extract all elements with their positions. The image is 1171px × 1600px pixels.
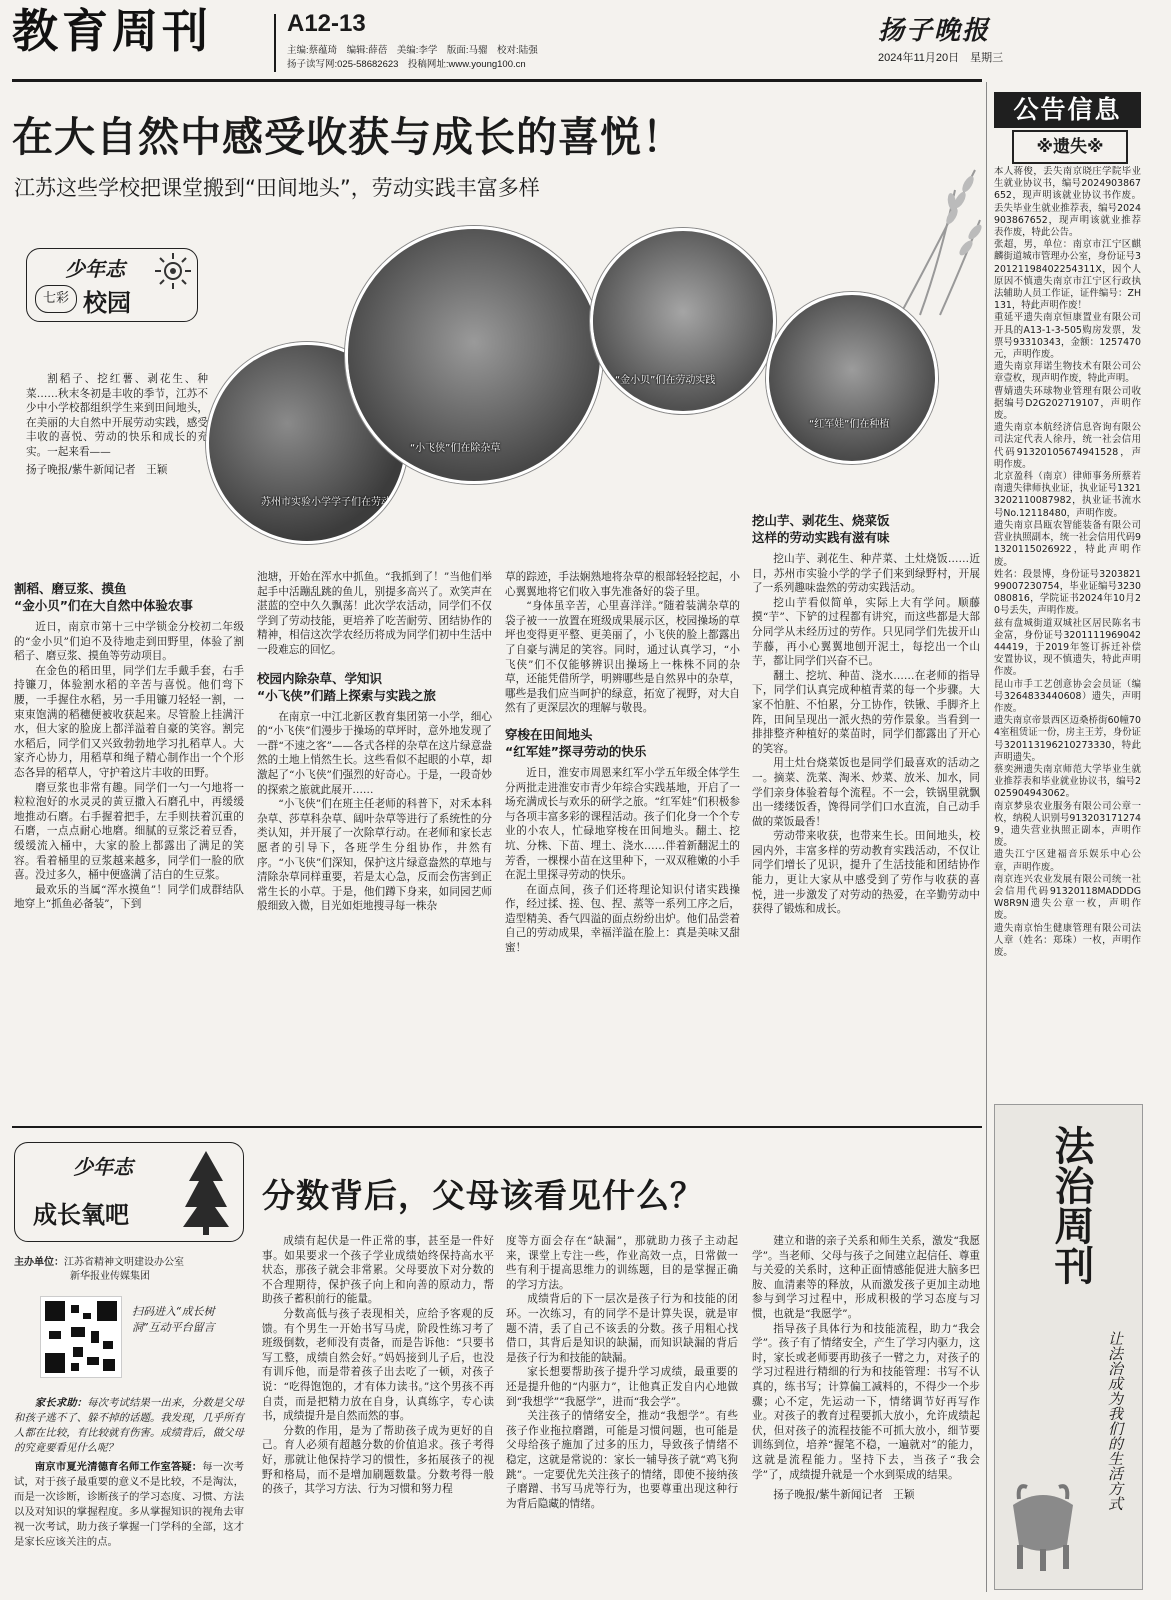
masthead-divider [274,14,276,72]
paragraph: 指导孩子具体行为和技能流程，助力“我会学”。孩子有了情绪安全，产生了学习内驱力，这时，家长或老师要再助孩子一臂之力，对孩子的学习过程进行精细的行为和技能管理：书写不认真的，练书写；计算偏工减料的，不得少一个步骤；心不定，先运动一下，情绪调节好再写作业。对孩子的教育过程要抓大放小，允许成绩起伏，但对孩子的流程技能不可抓大放小，细节要训练到位，培养“握笔不稳，一遍就对”的能力，这就是流程能力。坚持下去，当孩子“我会学”了，成绩提升就是一个水到渠成的结果。 [752,1322,980,1481]
article1-col3-body [505,766,740,956]
article2-col3 [506,1234,738,1511]
right-column-divider [986,82,987,1592]
paragraph: 劳动带来收获，也带来生长。田间地头，校园内外，丰富多样的劳动教育实践活动，不仅让同学们增长了见识，提升了生活技能和团结协作能力，更让大家从中感受到了劳作与收获的喜悦，进一步激发了对劳动的热爱，在辛勤劳动中获得了锻炼和成长。 [752,830,980,916]
notice-item: 遗失南京怡生健康管理有限公司法人章（姓名：郑珠）一枚，声明作废。 [994,922,1141,958]
notice-item: 昆山市手工艺创意协会会员证（编号3264833440608）遗失，声明作废。 [994,678,1141,714]
photo-caption: “金小贝”们在劳动实践 [615,375,716,386]
law-weekly-promo [994,1104,1143,1590]
section-title: 教育周刊 [12,4,212,58]
question-text: 每次考试结果一出来，分数是父母和孩子逃不了、躲不掉的话题。我发现，几乎所有人都在比较，有比较就有伤害。成绩背后，做父母的究竟要看见什么呢？ [14,1397,245,1454]
photo-fishing [590,228,776,414]
article2-headline: 分数背后，父母该看见什么？ [262,1176,704,1215]
organizer-block [14,1256,244,1284]
sub-headline: 江苏这些学校把课堂搬到“田间地头”，劳动实践丰富多样 [14,176,540,200]
organizer-line: 新华报业传媒集团 [70,1271,150,1282]
qr-finder [45,1301,65,1321]
answer-text: 每一次考试，对于孩子最重要的意义不是比较，不是淘汰，而是一次诊断，诊断孩子的学习态度、习惯、方法以及对知识的掌握程度。多从掌握知识的视角去审视一次考试，助力孩子掌握一门学科的全部，这才是家长应该关注的点。 [14,1461,245,1548]
section-title-line: 这样的劳动实践有滋有味 [752,530,890,545]
article1-col1-body [14,620,244,912]
paragraph: 在金色的稻田里，同学们左手戴手套，右手持镰刀，体验割水稻的辛苦与喜悦。他们弯下腰，一手握住水稻，另一手用镰刀轻轻一割，一束束饱满的稻穗便被收获起来。尽管脸上挂满汗水，但大家的脸庞上都洋溢着自豪的笑容。割完水稻后，同学们又兴致勃勃地学习扎稻草人。大家齐心协力，用稻草和绳子精心制作出一个个形态各异的稻草人，守护着这片丰收的田野。 [14,664,244,779]
lost-category-label: ※遗失※ [1012,130,1128,164]
qr-code[interactable] [40,1296,122,1378]
article1-byline: 扬子晚报/紫牛新闻记者 王颖 [26,463,168,476]
section-title-line: 校园内除杂草、学知识 [257,670,383,686]
article1-col2-body [257,710,492,914]
notice-item: 曹婧遗失环球物业管理有限公司收据编号D2G202719107，声明作废。 [994,385,1141,422]
paragraph: 分数高低与孩子表现相关，应给予客观的反馈。有个男生一开始书写马虎，阶段性练习考了班级倒数，老师没有责备，而是告诉他：“只要书写工整，成绩自然会好。”妈妈接到儿子后，也没有训斥他，而是带着孩子出去吃了一顿，对孩子说：“吃得饱饱的，才有体力读书。”这个男孩不再自责，而是把精力放在自身，认真练字，专心读书，成绩提升是自然而然的事。 [262,1307,494,1423]
column-badge-tag: 七彩 [35,285,77,313]
paragraph: 挖山芋看似简单，实际上大有学问。顺藤摸“芋”、下铲的过程都有讲究，而这些都是大部分同学从未经历过的劳作。只见同学们先拔开山芋藤，再小心翼翼地刨开泥土，每挖出一个山芋，都让同学们兴奋不已。 [752,596,980,668]
qr-module [49,1331,61,1339]
law-weekly-title: 法治周刊 [1048,1125,1094,1285]
article1-col3-top [505,570,740,716]
article-separator [12,1126,982,1128]
paragraph: 用土灶台烧菜饭也是同学们最喜欢的活动之一。摘菜、洗菜、淘米、炒菜、放米、加水，同学们亲身体验着每个流程。不一会，铁锅里就飘出一缕缕饭香，馋得同学们口水直流，自己动手做的菜饭最香！ [752,757,980,828]
tree-icon [181,1149,231,1235]
notice-item: 蔡奕洲遗失南京师范大学毕业生就业推荐表和毕业就业协议书，编号2025904943062。 [994,763,1141,800]
column-badge-bottom: 成长氧吧 [33,1200,129,1229]
notice-item: 南京连兴农业发展有限公司统一社会信用代码91320118MADDDGW8R9N遗失公章一枚，声明作废。 [994,873,1141,922]
paragraph: 成绩背后的下一层次是孩子行为和技能的闭环。一次练习，有的同学不是计算失误，就是审题不清，丢了自己不该丢的分数。孩子用粗心找借口，其背后是知识的缺漏，而知识缺漏的背后是孩子行为和技能的缺漏。 [506,1293,738,1364]
paragraph: 分数的作用，是为了帮助孩子成为更好的自己。育人必须有超越分数的价值追求。孩子考得好，那就让他保持学习的惯性，多拓展孩子的视野和格局，而不是增加刷题数量。分数考得一般的孩子，其学习方法、行为习惯和努力程 [262,1424,494,1496]
notice-item: 遗失江宁区建福音乐娱乐中心公章，声明作废。 [994,849,1141,873]
column-badge-top: 少年志 [73,1155,133,1179]
organizer-label: 主办单位： [14,1257,64,1268]
section-title-hongjunwa [505,726,740,760]
lost-notices-list [994,166,1141,1088]
paragraph: 关注孩子的情绪安全，推动“我想学”。有些孩子作业拖拉磨蹭，可能是习惯问题，也可能是父母给孩子施加了过多的压力，导致孩子情绪不稳定，这就是常说的：家长一辅导孩子就“鸡飞狗跳”。一定要优先关注孩子的情绪，即使不接纳孩子磨蹭、书写马虎等行为，也要尊重出现这种行为背后隐藏的情绪。 [506,1410,738,1510]
question-label: 家长求助： [34,1397,88,1409]
sun-icon [153,251,193,291]
notice-item: 南京梦泉农业服务有限公司公章一枚，纳税人识别号9132031712749，遗失营业执照正副本，声明作废。 [994,800,1141,849]
notice-item: 张超，男，单位：南京市江宁区麒麟街道城市管理办公室，身份证号320121198402254311X，因个人原因不慎遗失南京市江宁区行政执法辅助人员工作证，证件编号：ZH131，特此声明作废！ [994,239,1141,312]
qr-module [83,1313,91,1319]
organizer-line: 江苏省精神文明建设办公室 [64,1257,184,1268]
qr-instruction: 扫码进入“成长树洞”互动平台留言 [132,1305,215,1334]
article1-col4 [752,512,980,917]
section-title-line: 割稻、磨豆浆、摸鱼 [14,581,127,596]
editor-credits: 主编:蔡蕴琦 编辑:薛蓓 美编:李学 版面:马骝 校对:陆强 [287,45,538,56]
paragraph: 草的踪迹，手法娴熟地将杂草的根部轻轻挖起，小心翼翼地将它们收入事先准备好的袋子里。 [505,571,740,598]
notice-section-title: 公告信息 [994,92,1141,128]
article1-col2 [257,570,492,914]
photo-caption: 苏州市实验小学学子们在劳动 [261,497,391,508]
notice-item: 遗失南京帝景西区迈桑桥街60幢704室租赁证一份，房主王芳，身份证号320113196210273330，特此声明遗失。 [994,715,1141,763]
notice-item: 本人蒋俊，丢失南京晓庄学院毕业生就业协议书，编号2024903867652，现声明该就业协议书作废。丢失毕业生就业推荐表，编号2024903867652，现声明该就业推荐表作废，特此公告。 [994,166,1141,239]
qr-finder [97,1301,117,1321]
newspaper-logo: 扬子晚报 [878,16,991,46]
notice-item: 兹有盘城街道双城社区居民陈名韦金富，身份证号320111196904244419，于2019年签订拆迁补偿安置协议，现不慎遗失，特此声明作废。 [994,617,1141,678]
column-badge-growth [14,1142,244,1242]
notice-item: 遗失南京拜诺生物技术有限公司公章壹枚，现声明作废，特此声明。 [994,361,1141,385]
article1-col2-top [257,570,492,658]
paragraph: 在南京一中江北新区教育集团第一小学，细心的“小飞侠”们漫步于操场的草坪时，意外地发现了一群“不速之客”——各式各样的杂草在这片绿意盎然的土地上悄然生长。这些看似不起眼的小草，却激起了“小飞侠”们强烈的好奇心。于是，一段奇妙的探索之旅就此展开…… [257,710,492,796]
article1-col4-body [752,552,980,917]
paragraph: 磨豆浆也非常有趣。同学们一勺一勺地将一粒粒泡好的水灵灵的黄豆撒入石磨孔中，再缓缓地推动石磨。右手握着把手，左手则扶着沉重的石磨，一点点耐心地磨。细腻的豆浆泛着豆香，缓缓流入桶中，大家的脸上都露出了满足的笑容。看着桶里的豆浆越来越多，同学们一脸的欣喜。没过多久，桶中便盛满了洁白的生豆浆。 [14,781,244,882]
article1-col1 [14,580,244,912]
notice-item: 遗失南京昌瓯农智能装备有限公司营业执照副本，统一社会信用代码91320115026922，特此声明作废。 [994,519,1141,568]
law-weekly-slogan: 让法治成为我们的生活方式 [1106,1331,1124,1511]
article2-col4 [752,1234,980,1503]
photo-weeding [345,226,603,484]
paragraph: 成绩有起伏是一件正常的事，甚至是一件好事。如果要求一个孩子学业成绩始终保持高水平状态，那孩子就会非常累。父母要放下对分数的不合理期待，保护孩子向上和向善的原动力，帮助孩子蓄积前行的能量。 [262,1235,494,1306]
article2-byline: 扬子晚报/紫牛新闻记者 王颖 [773,1489,915,1502]
article1-intro [26,372,208,477]
notice-item: 遗失南京本航经济信息咨询有限公司法定代表人徐丹，统一社会信用代码91320105674941528，声明作废。 [994,422,1141,470]
qr-module [71,1305,79,1313]
intro-text: 割稻子、挖红薯、剥花生、种菜……秋末冬初是丰收的季节，江苏不少中小学校都组织学生来到田间地头，在美丽的大自然中开展劳动实践，感受丰收的喜悦、劳动的快乐和成长的充实。一起来看—— [26,373,208,458]
qr-module [71,1327,85,1337]
column-badge-top: 少年志 [65,257,125,281]
paragraph: 近日，淮安市周恩来红军小学五年级全体学生分两批走进淮安市青少年综合实践基地，开启了一场充满成长与欢乐的研学之旅。“红军娃”们积极参与各项丰富多彩的课程活动。孩子们化身一个个专业的小农人，忙碌地穿梭在田间地头。翻土、挖坑、分株、下苗、埋土、浇水……伴着新翻泥土的芳香，一棵棵小苗在这里种下，一双双稚嫩的小手在泥土里探寻劳动的快乐。 [505,766,740,882]
qr-finder [45,1353,65,1373]
section-title-suzhou [752,512,980,546]
page-number: A12-13 [287,10,366,37]
notice-item: 北京盈科（南京）律师事务所蔡若南遗失律师执业证，执业证号13213202110087982，执业证书流水号No.12118480，声明作废。 [994,471,1141,519]
section-title-line: “红军娃”探寻劳动的快乐 [505,743,647,759]
photo-caption: “红军娃”们在种植 [809,419,890,430]
section-title-line: 挖山芋、剥花生、烧菜饭 [752,513,890,528]
qr-module [87,1357,99,1365]
paragraph: 家长想要帮助孩子提升学习成绩，最重要的还是提升他的“内驱力”，让他真正发自内心地做到“我想学”“我愿学”，进而“我会学”。 [506,1366,738,1408]
photo-planting [766,292,938,464]
photo-image [769,295,935,461]
article1-col3 [505,570,740,956]
main-headline: 在大自然中感受收获与成长的喜悦！ [12,113,684,161]
masthead-rule [12,79,982,82]
qr-module [103,1359,115,1371]
article2-col1 [14,1396,244,1550]
paragraph: “身体虽辛苦，心里喜洋洋。”随着装满杂草的袋子被一一放置在班级成果展示区，校园操场的草坪也变得更平整、更美丽了，小飞侠的脸上都露出了自豪与满足的笑容。同时，通过认真学习，“小飞侠”们不仅能够辨识出操场上一株株不同的杂草，还能凭借所学，明辨哪些是自然界中的杂草，哪些是我们应当呵护的绿意，拓宽了视野，对大自然有了更深层次的理解与敬畏。 [505,600,740,715]
qr-module [91,1331,99,1343]
paragraph: 在面点间，孩子们还将理论知识付诸实践操作，经过揉、搓、包、捏、蒸等一系列工序之后，造型精美、香气四溢的面点纷纷出炉。他们品尝着自己的劳动成果，幸福洋溢在脸上：真是美味又甜蜜！ [505,883,740,955]
paragraph: “小飞侠”们在班主任老师的科普下，对禾本科杂草、莎草科杂草、阔叶杂草等进行了系统性的分类认知，并开展了一次除草行动。在老师和家长志愿者的引导下，各班学生分组协作，井然有序。“小飞侠”们深知，保护这片绿意盎然的草地与清除杂草同样重要，若是太心急，反而会伤害到正常生长的小草。于是，他们蹲下身来，如同园艺师般细致入微，目光如炬地搜寻每一株杂 [257,798,492,913]
article2-col2 [262,1234,494,1497]
paragraph: 挖山芋、剥花生、种芹菜、土灶烧饭……近日，苏州市实验小学的学子们来到绿野村，开展了一系列趣味盎然的劳动实践活动。 [752,553,980,595]
paragraph: 近日，南京市第十三中学锁金分校初二年级的“金小贝”们迫不及待地走到田野里，体验了割稻子、磨豆浆、摸鱼等劳动项目。 [14,621,244,663]
cauldron-icon [1003,1465,1083,1575]
column-badge [26,248,198,322]
qr-module [71,1363,79,1371]
notice-item: 重延平遗失南京恒康置业有限公司开具的A13-1-3-505购房发票，发票号93310343，金额：1257470元，声明作废。 [994,312,1141,361]
section-title-jinxiaobei [14,580,244,614]
paragraph: 建立和谐的亲子关系和师生关系，激发“我愿学”。当老师、父母与孩子之间建立起信任、尊重与关爱的关系时，这种正面情感能促进大脑多巴胺、血清素等的释放，从而激发孩子更加主动地参与到学习过程中，形成积极的学习态度与习惯，也就是“我愿学”。 [752,1235,980,1320]
issue-date: 2024年11月20日 星期三 [878,52,1004,64]
paragraph: 最欢乐的当属“浑水摸鱼”！同学们成群结队地穿上“抓鱼必备装”，下到 [14,883,244,911]
qr-module [103,1341,113,1349]
notice-item: 姓名：段景博，身份证号320382199007230754，毕业证编号3230080816，学院证书2024年10月20号丢失，声明作废。 [994,568,1141,617]
section-title-line: “小飞侠”们踏上探索与实践之旅 [257,687,436,703]
parent-question [14,1396,244,1456]
section-title-line: “金小贝”们在大自然中体验农事 [14,598,193,613]
paragraph: 池塘，开始在浑水中抓鱼。“我抓到了！”当他们举起手中活蹦乱跳的鱼儿，别提多高兴了。欢笑声在湛蓝的空中久久飘荡！此次学农活动，同学们不仅学到了劳动技能，更培养了吃苦耐劳、团结协作的精神，相信这次学农经历将成为同学们初中生活中一段难忘的回忆。 [257,571,492,656]
qr-module [73,1347,83,1357]
section-title-xiaofeixia [257,670,492,704]
answer-label: 南京市夏光清德育名师工作室答疑： [34,1461,203,1473]
contact-line: 扬子读写网:025-58682623 投稿网址:www.young100.cn [287,59,526,70]
paragraph: 度等方面会存在“缺漏”，那就助力孩子主动起来，课堂上专注一些，作业高效一点，日常做一些有利于提高思维力的训练题，目的是掌握正确的学习方法。 [506,1235,738,1291]
photo-caption: “小飞侠”们在除杂草 [410,443,501,454]
expert-answer [14,1460,244,1550]
section-title-line: 穿梭在田间地头 [505,726,593,742]
column-badge-bottom: 校园 [83,288,131,317]
paragraph: 翻土、挖坑、种苗、浇水……在老师的指导下，同学们认真完成种植青菜的每一个步骤。大家不怕脏、不怕累，分工协作，铁锹、手脚齐上阵，田间呈现出一派火热的劳作景象。当看到一排排整齐种植好的菜苗时，同学们都露出了开心的笑容。 [752,669,980,755]
